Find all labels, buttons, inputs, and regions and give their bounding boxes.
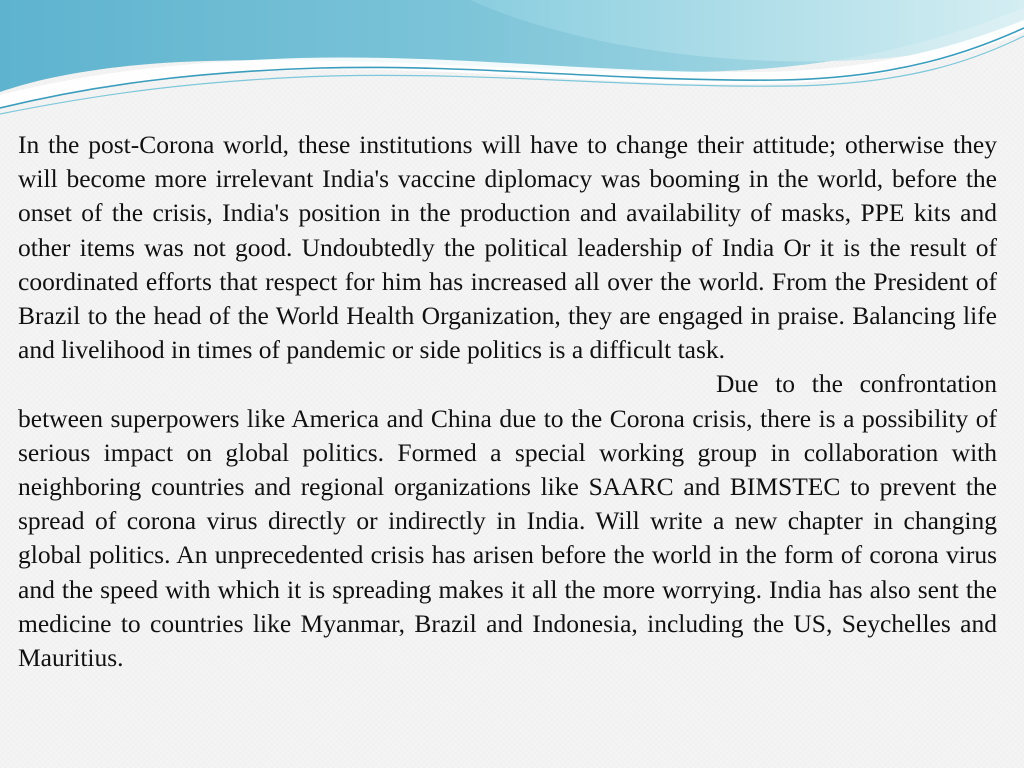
paragraph-1: In the post-Corona world, these institutions will have to change their attitude; otherwise they will become more irrelevant India's vaccine diplomacy was booming in the world, before the onset of the crisis, India's position in the production and availability of masks, PPE kits and other items was not good. Undoubtedly the political leadership of India Or it is the result of coordinated efforts that respect for him has increased all over the world. From the President of Brazil to the head of the World Health Organization, they are engaged in praise. Balancing life and livelihood in times of pandemic or side politics is a difficult task. bbox=[18, 130, 997, 365]
header-wave-decoration bbox=[0, 0, 1024, 125]
slide-body bbox=[18, 128, 997, 675]
paragraph-2: Due to the confrontation between superpowers like America and China due to the Corona crisis, there is a possibility of serious impact on global politics. Formed a special working group in collaboration with neighboring countries and regional organizations like SAARC and BIMSTEC to prevent the spread of corona virus directly or indirectly in India. Will write a new chapter in changing global politics. An unprecedented crisis has arisen before the world in the form of corona virus and the speed with which it is spreading makes it all the more worrying. India has also sent the medicine to countries like Myanmar, Brazil and Indonesia, including the US, Seychelles and Mauritius. bbox=[18, 369, 997, 673]
